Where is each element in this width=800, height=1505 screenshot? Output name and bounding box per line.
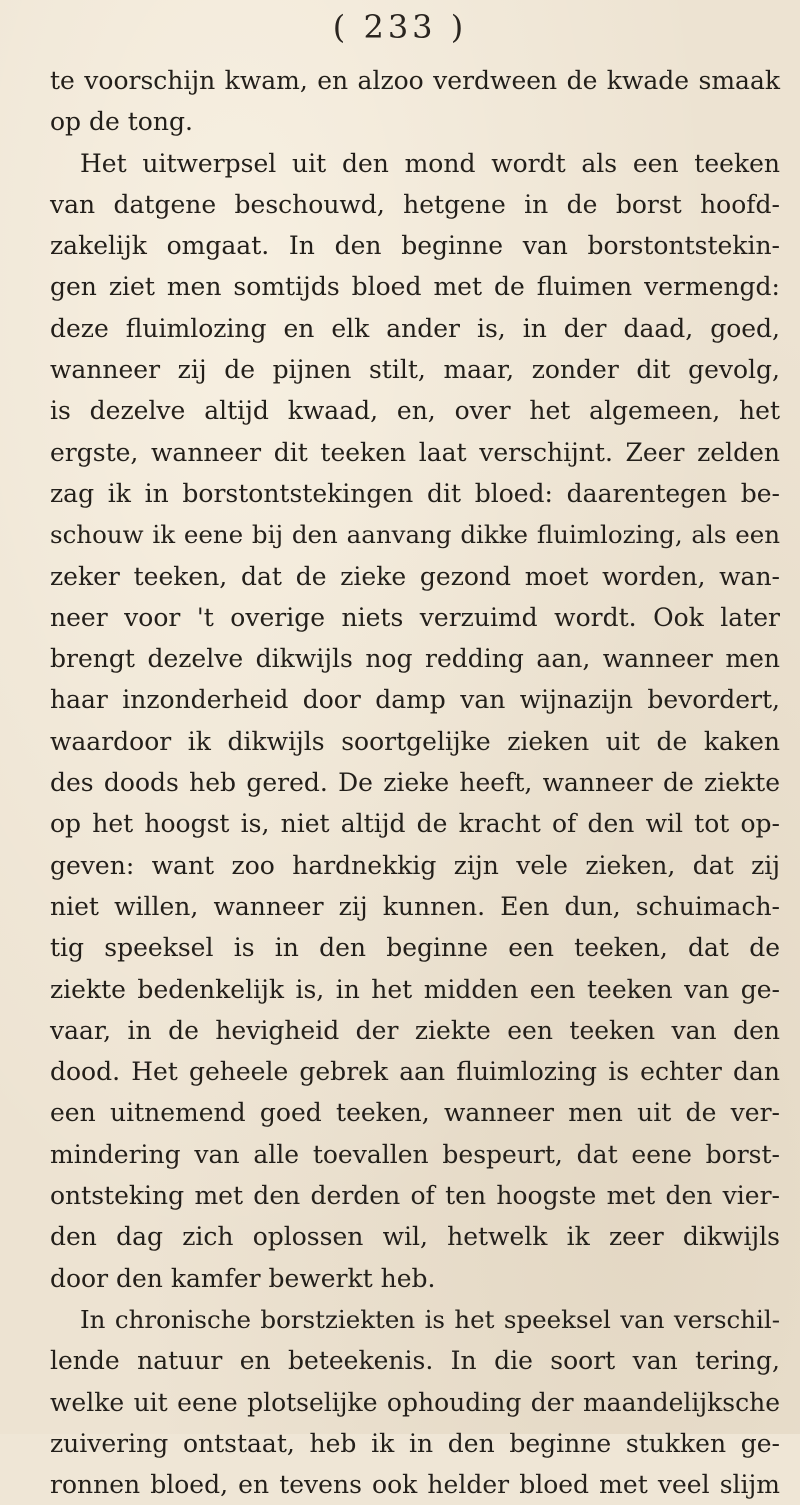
text-line: neer voor 't overige niets verzuimd wordt. Ook later <box>50 602 780 632</box>
text-line: In chronische borstziekten is het speeksel van verschil- <box>80 1304 780 1334</box>
text-line: gen ziet men somtijds bloed met de fluimen vermengd: <box>50 272 780 302</box>
text-line: schouw ik eene bij den aanvang dikke fluimlozing, als een <box>50 520 780 550</box>
text-line: dood. Het geheele gebrek aan fluimlozing is echter dan <box>50 1057 780 1087</box>
text-line: ziekte bedenkelijk is, in het midden een teeken van ge- <box>50 974 780 1004</box>
text-line: mindering van alle toevallen bespeurt, dat eene borst- <box>50 1139 780 1169</box>
text-line: den dag zich oplossen wil, hetwelk ik zeer dikwijls <box>50 1222 780 1252</box>
text-line: zag ik in borstontstekingen dit bloed: daarentegen be- <box>50 478 780 508</box>
text-line: een uitnemend goed teeken, wanneer men uit de ver- <box>50 1098 780 1128</box>
text-line: welke uit eene plotselijke ophouding der maandelijksche <box>50 1387 780 1417</box>
text-line: zakelijk omgaat. In den beginne van borstontstekin- <box>50 231 780 261</box>
text-line: door den kamfer bewerkt heb. <box>50 1263 436 1293</box>
text-line: lende natuur en beteekenis. In die soort van tering, <box>50 1346 780 1376</box>
text-line: ronnen bloed, en tevens ook helder bloed met veel slijm <box>50 1470 780 1500</box>
text-line: geven: want zoo hardnekkig zijn vele zieken, dat zij <box>50 850 780 880</box>
text-line: vaar, in de hevigheid der ziekte een teeken van den <box>50 1015 780 1045</box>
text-line: deze fluimlozing en elk ander is, in der daad, goed, <box>50 313 780 343</box>
text-line: ontsteking met den derden of ten hoogste met den vier- <box>50 1181 780 1211</box>
text-line: haar inzonderheid door damp van wijnazijn bevordert, <box>50 685 780 715</box>
text-line: des doods heb gered. De zieke heeft, wanneer de ziekte <box>50 768 780 798</box>
text-line: is dezelve altijd kwaad, en, over het algemeen, het <box>50 396 780 426</box>
text-line: van datgene beschouwd, hetgene in de borst hoofd- <box>50 189 780 219</box>
text-line: waardoor ik dikwijls soortgelijke zieken uit de kaken <box>50 726 780 756</box>
text-line: op de tong. <box>50 107 193 137</box>
text-line: Het uitwerpsel uit den mond wordt als een teeken <box>80 148 780 178</box>
text-line: zeker teeken, dat de zieke gezond moet worden, wan- <box>50 561 780 591</box>
text-line: wanneer zij de pijnen stilt, maar, zonder dit gevolg, <box>50 355 780 385</box>
text-line: ergste, wanneer dit teeken laat verschijnt. Zeer zelden <box>50 437 780 467</box>
text-line: tig speeksel is in den beginne een teeken, dat de <box>50 933 780 963</box>
text-line: op het hoogst is, niet altijd de kracht of den wil tot op- <box>50 809 780 839</box>
text-line: niet willen, wanneer zij kunnen. Een dun, schuimach- <box>50 891 780 921</box>
text-line: te voorschijn kwam, en alzoo verdween de kwade smaak <box>50 66 780 95</box>
page-number: ( 233 ) <box>332 8 468 46</box>
text-line: zuivering ontstaat, heb ik in den beginne stukken ge- <box>50 1428 780 1458</box>
text-line: brengt dezelve dikwijls nog redding aan, wanneer men <box>50 644 780 674</box>
body-text <box>50 60 780 1505</box>
